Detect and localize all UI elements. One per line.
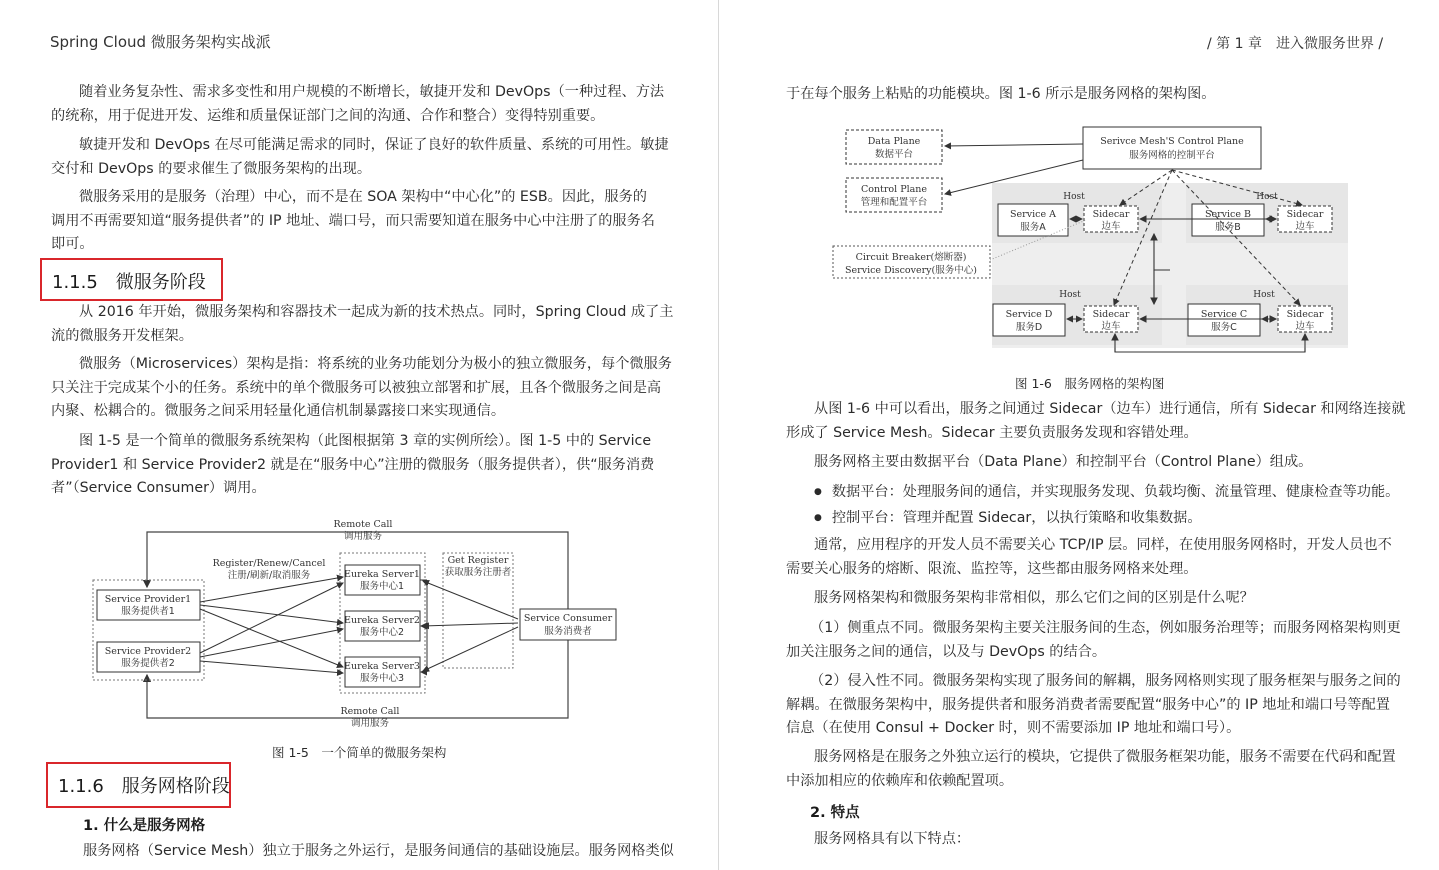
eureka1-label: Eureka Server1: [344, 569, 420, 580]
text-line: 通常，应用程序的开发人员不需要关心 TCP/IP 层。同样，在使用服务网格时，开发人员也不: [814, 537, 1392, 553]
eureka2-label-cn: 服务中心2: [359, 627, 405, 638]
sidecar-c-label: Sidecar: [1286, 309, 1324, 320]
bullet-item: ● 数据平台：处理服务间的通信，并实现服务发现、负载均衡、流量管理、健康检查等功能。: [814, 481, 1399, 507]
legend-control-plane: Control Plane: [860, 184, 928, 195]
bullet-item: ● 控制平台：管理并配置 Sidecar，以执行策略和收集数据。: [814, 507, 1399, 533]
figure-1-5-diagram: [85, 515, 625, 735]
legend-control-plane-cn: 管理和配置平台: [860, 197, 928, 208]
text-line: 流的微服务开发框架。: [51, 327, 193, 344]
host-d-label: Host: [1059, 290, 1081, 300]
page-gutter: [718, 0, 719, 870]
service-a-label: Service A: [1010, 209, 1056, 220]
figure-1-5-caption: 图 1-5 一个简单的微服务架构: [272, 745, 447, 760]
text-line: 于在每个服务上粘贴的功能模块。图 1-6 所示是服务网格的架构图。: [786, 86, 1216, 102]
mesh-control-plane-label-cn: 服务网格的控制平台: [1129, 150, 1215, 161]
paragraph: [51, 353, 672, 424]
sidecar-a-label-cn: 边车: [1101, 221, 1121, 232]
remote-call-top-label-cn: 调用服务: [343, 531, 383, 542]
register-arrows: [200, 577, 343, 673]
text-line: 微服务（Microservices）架构是指：将系统的业务功能划分为极小的独立微服务，每个微服务: [79, 356, 672, 372]
right-page: [720, 0, 1439, 870]
bullet-list: [814, 481, 1399, 532]
arrow-to-data-plane: [945, 144, 1083, 146]
paragraph: [51, 186, 655, 257]
figure-1-6-caption: 图 1-6 服务网格的架构图: [1015, 376, 1165, 391]
legend-data-plane-cn: 数据平台: [874, 149, 914, 160]
paragraph: [51, 430, 654, 501]
paragraph: [814, 451, 1312, 475]
running-header-right: / 第 1 章 进入微服务世界 /: [1207, 36, 1384, 52]
sidecar-d-label-cn: 边车: [1101, 321, 1121, 332]
subheading-what-is-service-mesh: 1. 什么是服务网格: [83, 818, 206, 834]
subheading-features: 2. 特点: [810, 805, 860, 821]
text-line: 需要关心服务的熔断、限流、监控等，这些都由服务网格来处理。: [786, 560, 1198, 577]
text-line: 服务网格主要由数据平台（Data Plane）和控制平台（Control Plane）组成。: [814, 454, 1313, 470]
text-line: 图 1-5 是一个简单的微服务系统架构（此图根据第 3 章的实例所绘）。图 1-5 中的 Service: [79, 433, 652, 449]
eureka2-label: Eureka Server2: [344, 615, 420, 626]
sidecar-d-label: Sidecar: [1092, 309, 1130, 320]
section-heading-1-1-6: 1.1.6 服务网格阶段: [46, 762, 231, 808]
service-c-label: Service C: [1200, 309, 1248, 320]
register-label-cn: 注册/刷新/取消服务: [227, 570, 311, 581]
left-page: [0, 0, 719, 870]
remote-call-top-label: Remote Call: [333, 519, 393, 530]
text-line: 内聚、松耦合的。微服务之间采用轻量化通信机制暴露接口来实现通信。: [51, 403, 506, 419]
service-d-label-cn: 服务D: [1015, 322, 1043, 333]
text-line: 敏捷开发和 DevOps 在尽可能满足需求的同时，保证了良好的软件质量、系统的可用性。敏捷: [79, 137, 669, 153]
paragraph: [786, 670, 1401, 741]
paragraph: [83, 840, 674, 864]
paragraph: [814, 828, 970, 852]
text-line: （1）侧重点不同。微服务架构主要关注服务间的生态，例如服务治理等；而服务网格架构则更: [810, 620, 1401, 636]
text-line: 从图 1-6 中可以看出，服务之间通过 Sidecar（边车）进行通信，所有 Sidecar 和网络连接就: [814, 401, 1406, 417]
paragraph: [786, 746, 1396, 793]
paragraph: [51, 81, 664, 128]
text-line: Provider1 和 Service Provider2 就是在“服务中心”注册的微服务（服务提供者），供“服务消费: [51, 456, 655, 473]
consumer-label: Service Consumer: [523, 613, 613, 624]
text-line: 只关注于完成某个小的任务。系统中的单个微服务可以被独立部署和扩展，且各个微服务之间是高: [51, 379, 662, 396]
register-label: Register/Renew/Cancel: [212, 558, 326, 569]
service-b-label-cn: 服务B: [1215, 222, 1241, 233]
mesh-control-plane-box: [1083, 127, 1261, 169]
service-c-label-cn: 服务C: [1211, 322, 1237, 333]
provider1-label-cn: 服务提供者1: [121, 606, 175, 617]
section-heading-1-1-5: 1.1.5 微服务阶段: [40, 258, 223, 301]
eureka3-label-cn: 服务中心3: [359, 673, 405, 684]
consumer-label-cn: 服务消费者: [544, 626, 592, 637]
text-line: 者”（Service Consumer）调用。: [51, 480, 266, 496]
get-register-label-cn: 获取服务注册者: [444, 567, 512, 578]
provider2-label: Service Provider2: [104, 646, 192, 657]
host-a-label: Host: [1063, 192, 1085, 202]
text-line: 服务网格是在服务之外独立运行的模块，它提供了微服务框架功能，服务不需要在代码和配置: [814, 749, 1396, 765]
remote-call-bottom-label: Remote Call: [340, 706, 400, 717]
text-line: 服务网格架构和微服务架构非常相似，那么它们之间的区别是什么呢？: [814, 590, 1254, 606]
text-line: 加关注服务之间的通信，以及与 DevOps 的结合。: [786, 643, 1107, 660]
text-line: 即可。: [51, 236, 94, 252]
text-line: 交付和 DevOps 的要求催生了微服务架构的出现。: [51, 160, 372, 177]
eureka1-label-cn: 服务中心1: [359, 581, 405, 592]
running-header-left: Spring Cloud 微服务架构实战派: [50, 33, 271, 51]
sidecar-a-label: Sidecar: [1092, 209, 1130, 220]
text-line: 中添加相应的依赖库和依赖配置项。: [786, 772, 1014, 789]
mesh-control-plane-label: Serivce Mesh'S Control Plane: [1100, 136, 1244, 147]
host-c-label: Host: [1253, 290, 1275, 300]
remote-call-bottom-label-cn: 调用服务: [350, 718, 390, 729]
paragraph: [786, 617, 1401, 664]
service-b-label: Service B: [1204, 209, 1252, 220]
text-line: 形成了 Service Mesh。Sidecar 主要负责服务发现和容错处理。: [786, 424, 1198, 441]
paragraph: [51, 301, 673, 348]
sidecar-b-label: Sidecar: [1286, 209, 1324, 220]
service-discovery-label: Service Discovery(服务中心): [845, 265, 977, 276]
legend-data-plane: Data Plane: [867, 136, 921, 147]
service-a-label-cn: 服务A: [1020, 222, 1046, 233]
host-b-label: Host: [1256, 192, 1278, 202]
text-line: 微服务采用的是服务（治理）中心，而不是在 SOA 架构中“中心化”的 ESB。因此，服务的: [79, 189, 647, 205]
text-line: 信息（在使用 Consul + Docker 时，则不需要添加 IP 地址和端口号）。: [786, 720, 1241, 736]
sidecar-c-label-cn: 边车: [1295, 321, 1315, 332]
paragraph: [786, 83, 1215, 107]
sidecar-b-label-cn: 边车: [1295, 221, 1315, 232]
text-line: 从 2016 年开始，微服务架构和容器技术一起成为新的技术热点。同时，Spring Cloud 成了主: [79, 304, 674, 320]
text-line: （2）侵入性不同。微服务架构实现了服务间的解耦，服务网格则实现了服务框架与服务之间的: [810, 673, 1401, 689]
get-register-label: Get Register: [447, 555, 509, 566]
paragraph: [814, 587, 1254, 611]
paragraph: [51, 134, 669, 181]
text-line: 解耦。在微服务架构中，服务提供者和服务消费者需要配置“服务中心”的 IP 地址和端口号等配置: [786, 696, 1390, 713]
eureka3-label: Eureka Server3: [344, 661, 420, 672]
text-line: 的统称，用于促进开发、运维和质量保证部门之间的沟通、合作和整合）变得特别重要。: [51, 107, 605, 124]
provider2-label-cn: 服务提供者2: [121, 658, 175, 669]
text-line: 服务网格具有以下特点：: [814, 831, 971, 847]
provider1-label: Service Provider1: [104, 594, 192, 605]
text-line: 随着业务复杂性、需求多变性和用户规模的不断增长，敏捷开发和 DevOps（一种过程、方法: [79, 84, 665, 100]
paragraph: [786, 398, 1406, 445]
circuit-breaker-label: Circuit Breaker(熔断器): [855, 252, 967, 263]
get-register-arrows: [423, 581, 518, 671]
figure-1-6-diagram: [830, 120, 1350, 360]
paragraph: [786, 534, 1392, 581]
text-line: 服务网格（Service Mesh）独立于服务之外运行，是服务间通信的基础设施层。服务网格类似: [83, 843, 674, 859]
text-line: 调用不再需要知道“服务提供者”的 IP 地址、端口号，而只需要知道在服务中心中注册了的服务名: [51, 212, 655, 229]
service-d-label: Service D: [1005, 309, 1053, 320]
